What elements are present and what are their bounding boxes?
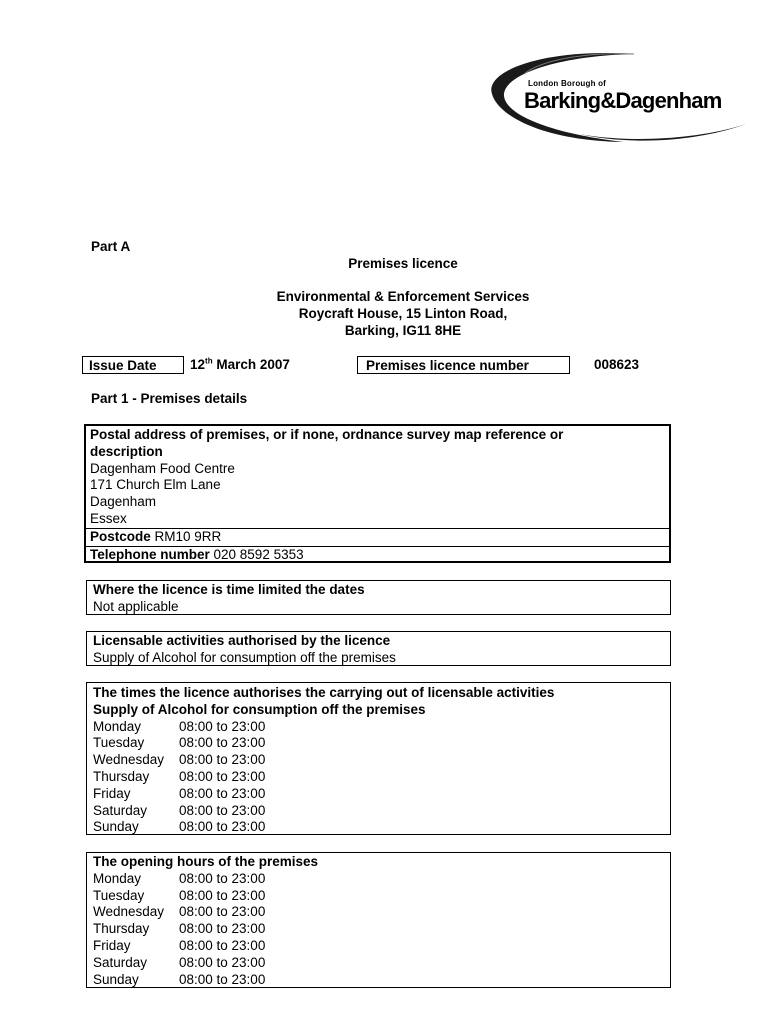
- issue-day: 12: [190, 357, 206, 372]
- hours-value: 08:00 to 23:00: [179, 735, 266, 751]
- day-label: Tuesday: [93, 887, 145, 903]
- hours-value: 08:00 to 23:00: [179, 904, 266, 920]
- address-line: Essex: [90, 510, 127, 526]
- opening-row-thursday: [93, 921, 670, 938]
- department-name: Environmental & Enforcement Services: [276, 289, 530, 304]
- licence-number-value: 008623: [594, 357, 640, 372]
- hours-value: 08:00 to 23:00: [179, 887, 266, 903]
- hours-value: 08:00 to 23:00: [179, 718, 266, 734]
- day-label: Sunday: [93, 971, 139, 987]
- day-label: Saturday: [93, 802, 148, 818]
- part1-title: Part 1 - Premises details: [91, 391, 248, 406]
- council-logo: [484, 46, 754, 146]
- document-title: Premises licence: [348, 256, 458, 271]
- day-label: Monday: [93, 870, 142, 886]
- hours-value: 08:00 to 23:00: [179, 802, 266, 818]
- times-row-wednesday: [93, 752, 670, 769]
- activities-value: Supply of Alcohol for consumption off the premises: [93, 649, 396, 665]
- licence-number-label: Premises licence number: [357, 356, 570, 374]
- postcode-row: [86, 528, 669, 546]
- address-line-2: Barking, IG11 8HE: [344, 323, 462, 338]
- hours-value: 08:00 to 23:00: [179, 937, 266, 953]
- hours-value: 08:00 to 23:00: [179, 752, 266, 768]
- hours-value: 08:00 to 23:00: [179, 785, 266, 801]
- day-label: Friday: [93, 937, 131, 953]
- logo-word-1: Barking: [524, 88, 601, 113]
- opening-heading: The opening hours of the premises: [93, 854, 319, 869]
- day-label: Friday: [93, 785, 131, 801]
- times-row-monday: [93, 719, 670, 736]
- times-row-friday: [93, 786, 670, 803]
- time-limit-heading: Where the licence is time limited the dates: [93, 582, 365, 597]
- opening-row-saturday: [93, 955, 670, 972]
- day-label: Tuesday: [93, 735, 145, 751]
- opening-row-monday: [93, 871, 670, 888]
- issue-date-value: [190, 357, 290, 372]
- issue-date-label: Issue Date: [82, 356, 184, 374]
- hours-value: 08:00 to 23:00: [179, 954, 266, 970]
- activities-box: [86, 631, 671, 666]
- time-limit-value: Not applicable: [93, 598, 179, 614]
- day-label: Monday: [93, 718, 142, 734]
- times-row-sunday: [93, 819, 670, 836]
- times-row-tuesday: [93, 735, 670, 752]
- day-label: Wednesday: [93, 752, 165, 768]
- day-label: Saturday: [93, 954, 148, 970]
- address-line: 171 Church Elm Lane: [90, 477, 221, 493]
- licensable-times-box: [86, 682, 671, 835]
- opening-row-wednesday: [93, 904, 670, 921]
- part-label: Part A: [91, 239, 131, 254]
- address-line-1: Roycraft House, 15 Linton Road,: [298, 306, 508, 321]
- hours-value: 08:00 to 23:00: [179, 768, 266, 784]
- logo-amp: &: [600, 88, 616, 113]
- issue-month-year: March 2007: [212, 357, 290, 372]
- times-heading: The times the licence authorises the carrying out of licensable activities: [93, 685, 555, 700]
- telephone-row: [86, 546, 669, 564]
- day-label: Wednesday: [93, 904, 165, 920]
- hours-value: 08:00 to 23:00: [179, 971, 266, 987]
- day-label: Sunday: [93, 819, 139, 835]
- opening-row-tuesday: [93, 888, 670, 905]
- hours-value: 08:00 to 23:00: [179, 921, 266, 937]
- times-row-thursday: [93, 769, 670, 786]
- address-heading: Postal address of premises, or if none, ordnance survey map reference or: [90, 427, 564, 442]
- time-limit-box: [86, 580, 671, 615]
- opening-row-friday: [93, 938, 670, 955]
- address-line: Dagenham: [90, 494, 157, 510]
- telephone-label: Telephone number: [90, 546, 210, 562]
- opening-row-sunday: [93, 972, 670, 989]
- day-label: Thursday: [93, 768, 150, 784]
- postcode-label: Postcode: [90, 528, 151, 544]
- premises-address-box: [84, 424, 671, 563]
- address-line: Dagenham Food Centre: [90, 460, 235, 476]
- logo-name: [524, 88, 721, 114]
- day-label: Thursday: [93, 921, 150, 937]
- address-heading-cont: description: [90, 443, 163, 459]
- logo-small-text: London Borough of: [528, 79, 607, 88]
- times-subheading: Supply of Alcohol for consumption off the premises: [93, 701, 426, 717]
- activities-heading: Licensable activities authorised by the licence: [93, 633, 391, 648]
- postcode-value: RM10 9RR: [150, 528, 222, 544]
- hours-value: 08:00 to 23:00: [179, 870, 266, 886]
- issue-day-suffix: th: [205, 356, 213, 366]
- opening-hours-box: [86, 852, 671, 988]
- hours-value: 08:00 to 23:00: [179, 819, 266, 835]
- logo-word-2: Dagenham: [615, 88, 722, 113]
- telephone-value: 020 8592 5353: [209, 546, 304, 562]
- times-row-saturday: [93, 803, 670, 820]
